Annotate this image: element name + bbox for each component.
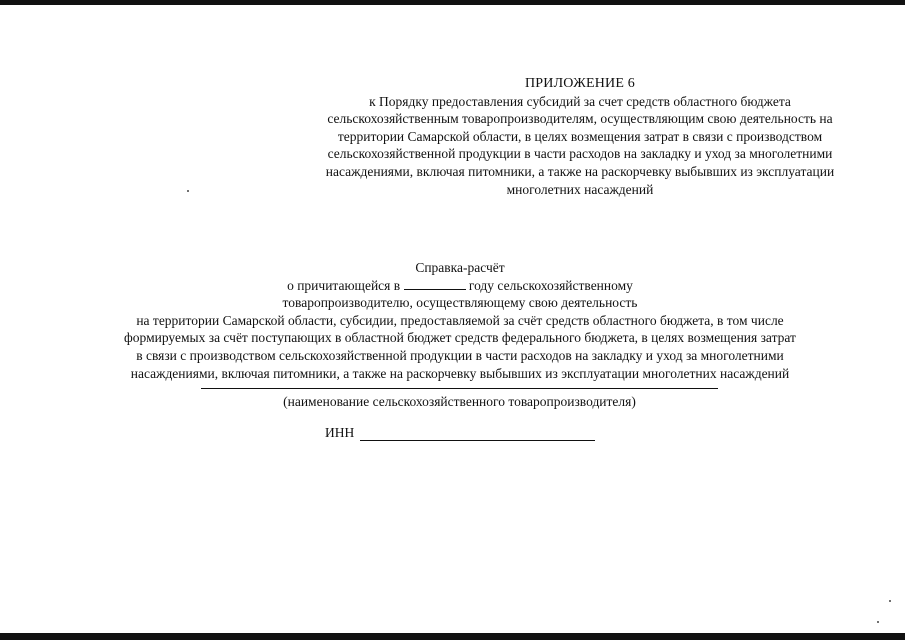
appendix-line: насаждениями, включая питомники, а также на раскорчевку выбывших из эксплуатации: [325, 163, 835, 179]
producer-name-caption: (наименование сельскохозяйственного товаропроизводителя): [283, 394, 636, 409]
appendix-line: многолетних насаждений: [506, 181, 654, 197]
year-blank-field[interactable]: [404, 278, 466, 290]
scan-border-bottom: [0, 633, 905, 640]
scan-speck: [187, 190, 189, 192]
scan-speck: [877, 621, 879, 623]
appendix-number: ПРИЛОЖЕНИЕ 6: [524, 76, 636, 91]
year-prefix: о причитающейся в: [287, 277, 401, 293]
appendix-line: сельскохозяйственным товаропроизводителям, осуществляющим свою деятельность на: [327, 111, 833, 127]
certificate-line: на территории Самарской области, субсидии, предоставляемой за счёт средств областного бюджета, в том числе: [136, 312, 784, 328]
certificate-line: формируемых за счёт поступающих в областной бюджет средств федерального бюджета, в целях возмещения затрат: [124, 330, 796, 346]
certificate-title: Справка-расчёт: [415, 260, 505, 275]
certificate-line: насаждениями, включая питомники, а также на раскорчевку выбывших из эксплуатации многолетних насаждений: [130, 365, 790, 381]
producer-name-field[interactable]: [201, 388, 718, 389]
year-suffix: году сельскохозяйственному: [468, 277, 633, 293]
scan-speck: [889, 600, 891, 602]
certificate-line: товаропроизводителю, осуществляющему свою деятельность: [282, 295, 638, 311]
appendix-line: территории Самарской области, в целях возмещения затрат в связи с производством: [337, 128, 823, 144]
inn-label: ИНН: [325, 425, 355, 440]
certificate-year-line: [60, 277, 860, 295]
appendix-line: сельскохозяйственной продукции в части расходов на закладку и уход за многолетними: [327, 146, 833, 162]
inn-row: [325, 425, 595, 441]
inn-field[interactable]: [360, 427, 595, 441]
scan-border-top: [0, 0, 905, 5]
appendix-line: к Порядку предоставления субсидий за счет средств областного бюджета: [369, 93, 791, 109]
certificate-heading: [60, 259, 860, 382]
certificate-line: в связи с производством сельскохозяйственной продукции в части расходов на закладку и уход за многолетними: [136, 347, 784, 363]
appendix-header: [270, 75, 890, 198]
